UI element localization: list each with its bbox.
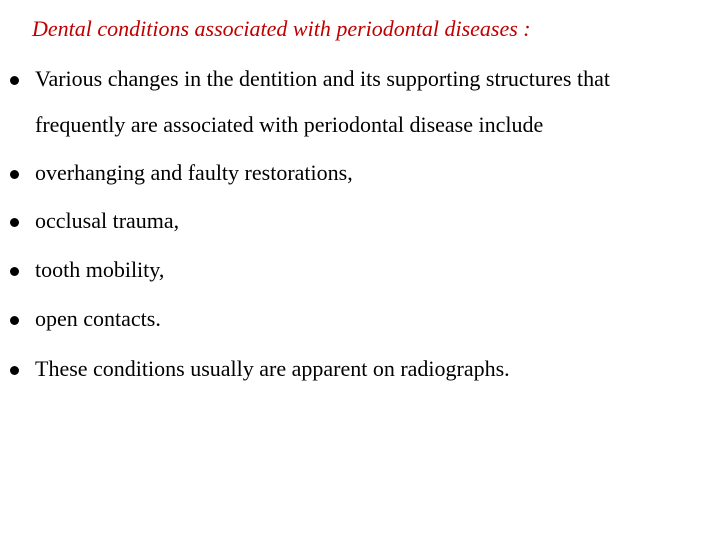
bullet-text: Various changes in the dentition and its supporting structures that [35, 66, 610, 91]
bullet-dot-icon [10, 170, 19, 179]
bullet-dot-icon [10, 366, 19, 375]
bullet-text: overhanging and faulty restorations, [35, 160, 353, 185]
slide-title: Dental conditions associated with periodontal diseases : [32, 16, 531, 41]
bullet-text: These conditions usually are apparent on radiographs. [35, 356, 510, 381]
bullet-text: occlusal trauma, [35, 208, 180, 233]
bullet-dot-icon [10, 267, 19, 276]
bullet-text: tooth mobility, [35, 257, 165, 282]
bullet-continuation: frequently are associated with periodontal disease include [35, 112, 544, 137]
bullet-text: open contacts. [35, 306, 161, 331]
bullet-dot-icon [10, 218, 19, 227]
bullet-dot-icon [10, 76, 19, 85]
bullet-dot-icon [10, 316, 19, 325]
